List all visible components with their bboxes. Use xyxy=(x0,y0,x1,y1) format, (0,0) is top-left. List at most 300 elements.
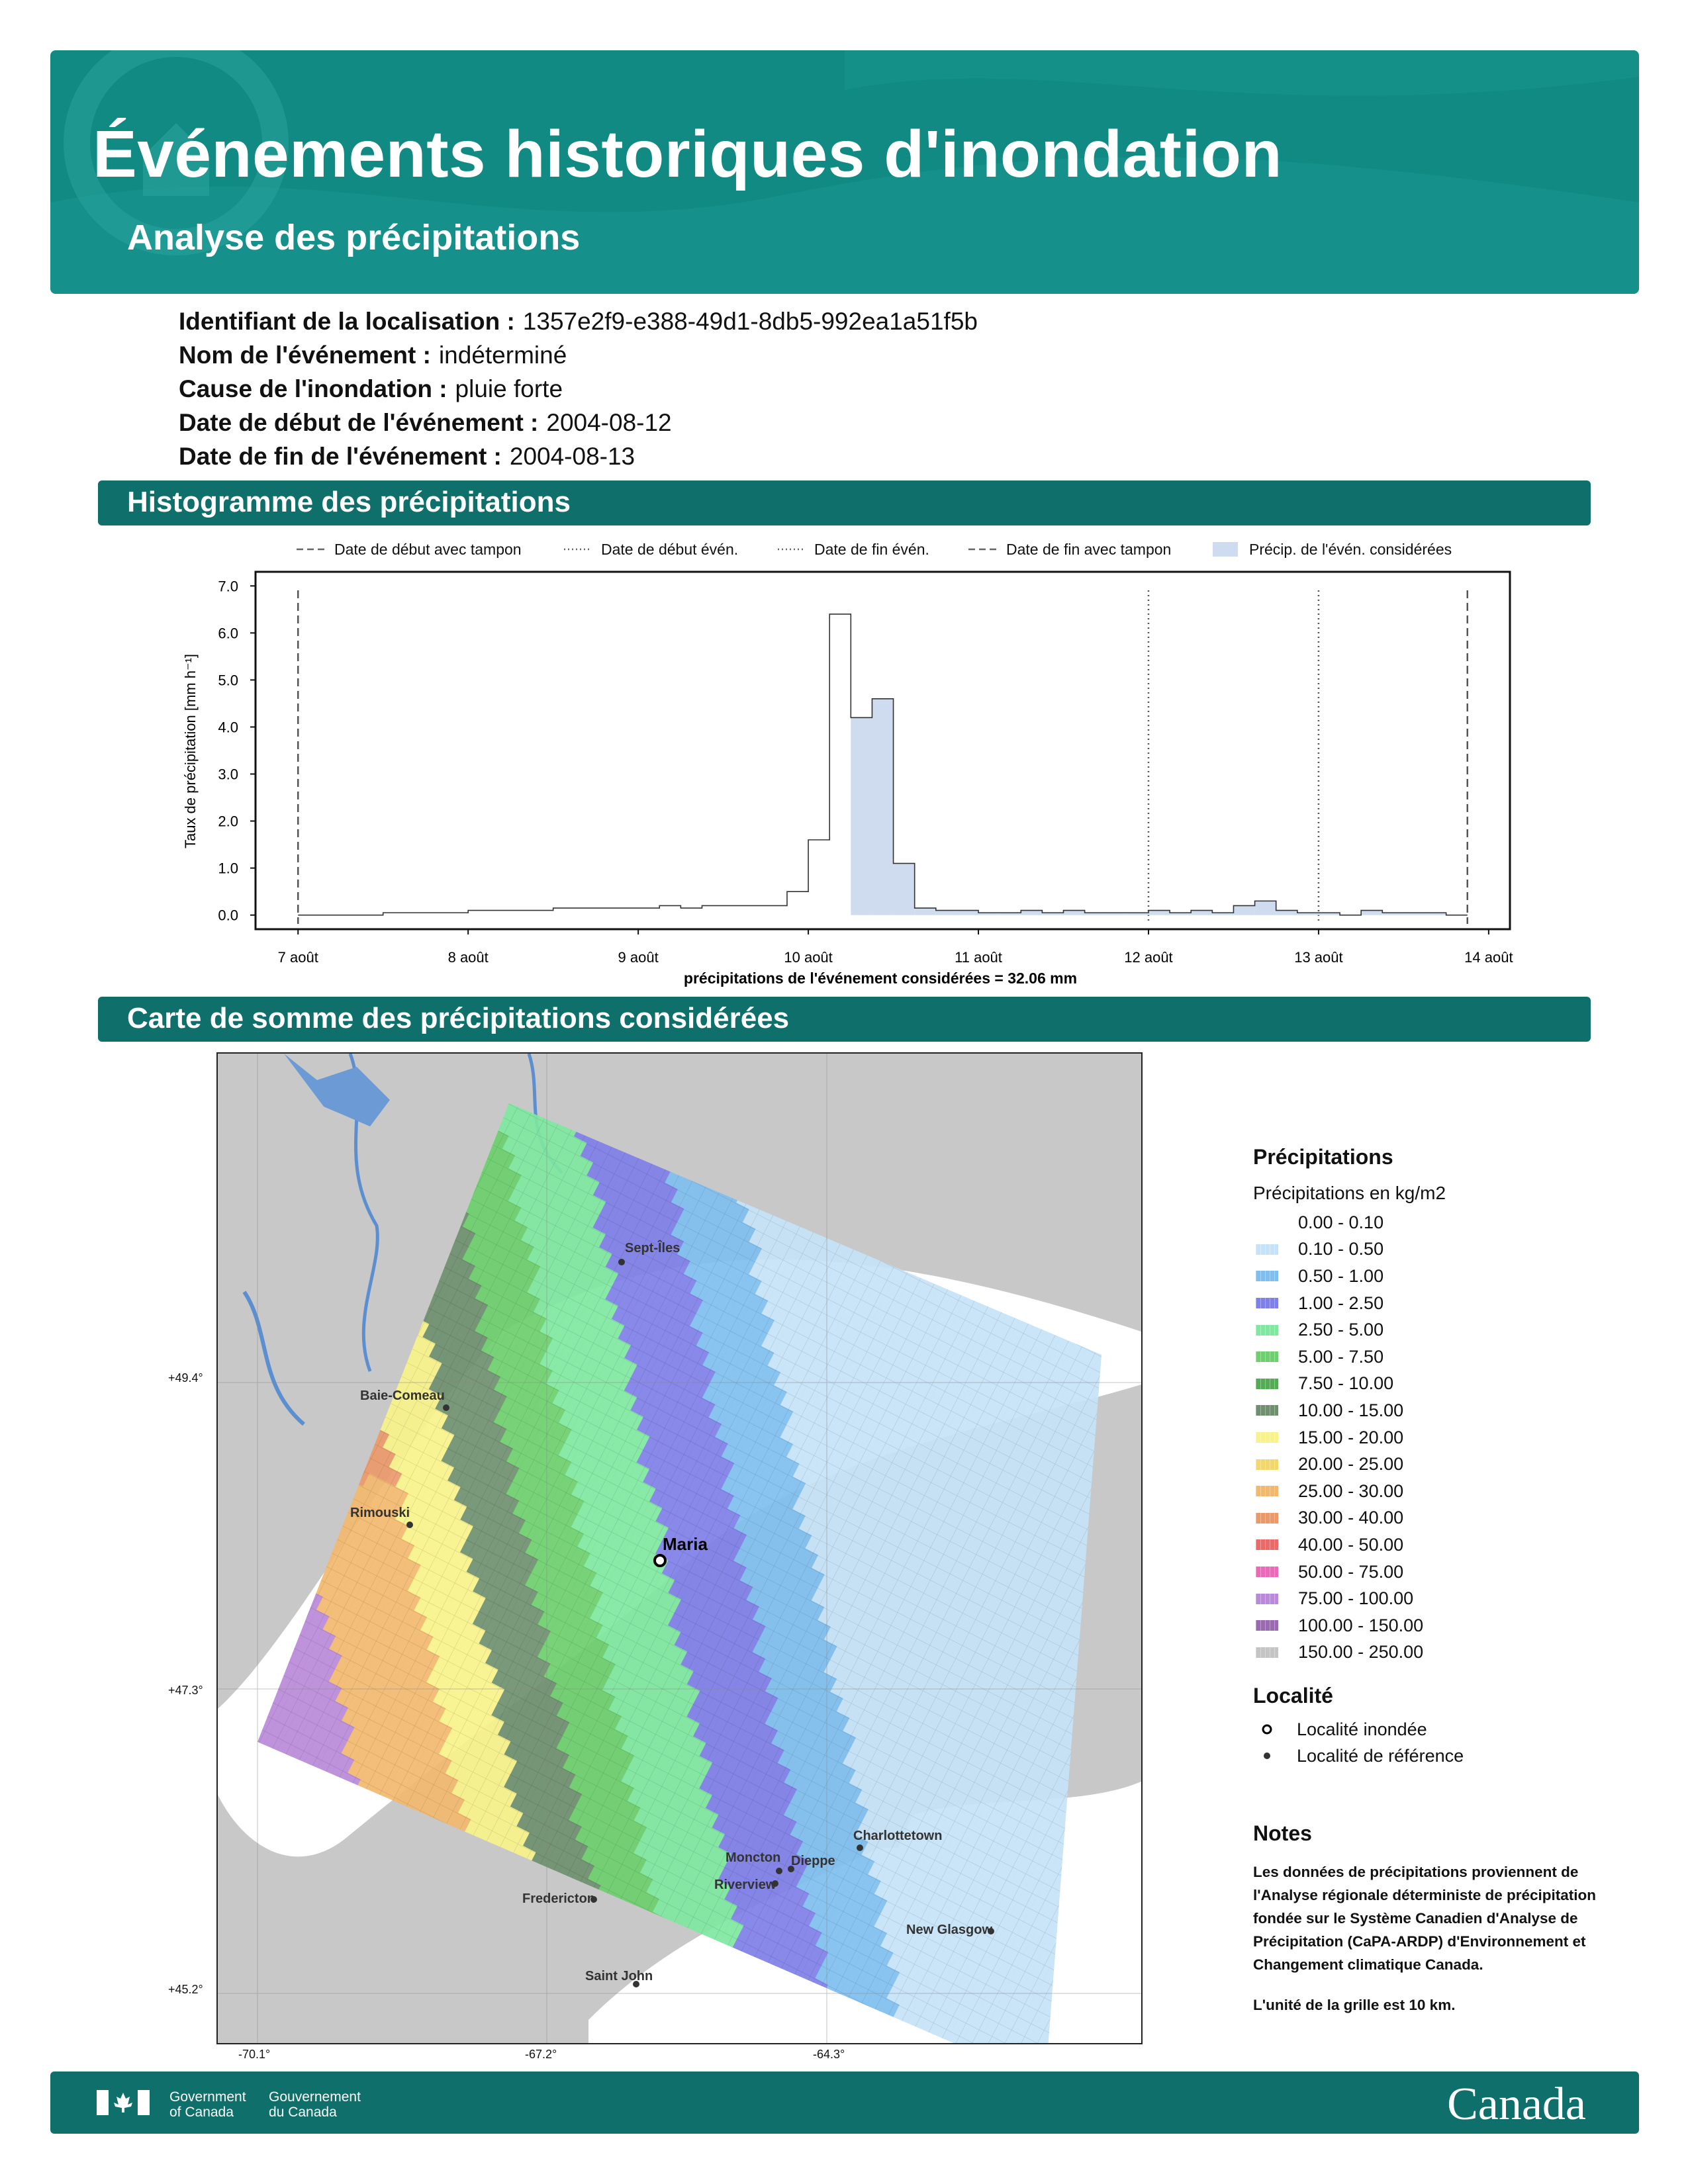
grid-cell xyxy=(218,1850,224,1870)
grid-cell xyxy=(906,1210,925,1230)
grid-cell xyxy=(548,1944,568,1964)
grid-cell xyxy=(431,1083,451,1103)
grid-cell xyxy=(1092,1485,1112,1505)
footer xyxy=(50,2071,1639,2134)
grid-cell xyxy=(261,1929,281,1948)
grid-cell xyxy=(373,1054,393,1058)
legend-item xyxy=(1253,1263,1446,1290)
grid-cell xyxy=(645,1144,665,1163)
grid-cell xyxy=(312,1349,332,1369)
grid-cell xyxy=(503,1872,523,1891)
grid-cell xyxy=(613,1944,633,1964)
grid-cell xyxy=(931,1224,951,1244)
grid-cell xyxy=(353,1942,373,1962)
grid-cell xyxy=(515,1976,535,1996)
grid-cell xyxy=(1103,1720,1123,1740)
grid-cell xyxy=(652,1130,672,1150)
grid-cell xyxy=(305,1362,325,1382)
map-lat-label: +45.2° xyxy=(168,1983,203,1996)
grid-cell xyxy=(892,1204,912,1224)
grid-cell xyxy=(1103,1752,1123,1772)
grid-cell xyxy=(271,1459,291,1479)
grid-cell xyxy=(600,1905,620,1925)
grid-cell xyxy=(399,1884,418,1903)
grid-cell xyxy=(1003,1244,1023,1263)
grid-cell xyxy=(502,1936,522,1956)
grid-cell xyxy=(281,1987,301,2007)
grid-cell xyxy=(463,1982,483,2002)
grid-cell xyxy=(477,1858,497,1878)
grid-cell xyxy=(392,1064,412,1083)
x-tick-label: 7 août xyxy=(277,949,318,966)
grid-cell xyxy=(983,1250,1003,1270)
grid-cell xyxy=(284,1564,304,1584)
grid-cell xyxy=(672,1059,692,1079)
grid-cell xyxy=(239,1459,259,1479)
grid-cell xyxy=(225,1551,245,1570)
grid-cell xyxy=(295,1864,314,1884)
grid-cell xyxy=(1117,1694,1137,1714)
grid-cell xyxy=(320,1942,340,1962)
grid-cell xyxy=(561,1054,581,1071)
grid-cell xyxy=(457,1865,477,1885)
grid-cell xyxy=(242,1870,262,1889)
grid-cell xyxy=(463,1116,483,1136)
grid-cell xyxy=(404,1167,424,1187)
legend-swatch xyxy=(1256,1567,1278,1577)
grid-cell xyxy=(340,1936,359,1956)
grid-cell xyxy=(232,1473,252,1492)
grid-cell xyxy=(345,1285,365,1304)
grid-cell xyxy=(332,1310,352,1330)
grid-cell xyxy=(711,1079,731,1099)
grid-cell xyxy=(1111,1479,1131,1499)
grid-cell xyxy=(373,1903,393,1923)
grid-cell xyxy=(327,1864,347,1884)
grid-cell xyxy=(431,1884,451,1904)
grid-cell xyxy=(218,1902,230,1922)
precipitation-map xyxy=(216,1052,1143,2044)
grid-cell xyxy=(404,1968,424,1988)
grid-cell xyxy=(252,1531,271,1551)
grid-cell xyxy=(886,1184,906,1204)
grid-cell xyxy=(259,1420,279,1440)
grid-cell xyxy=(535,1970,555,1989)
grid-cell xyxy=(235,1948,255,1968)
legend-swatch xyxy=(1256,1405,1278,1416)
grid-cell xyxy=(245,1512,265,1531)
grid-cell xyxy=(425,1832,445,1852)
grid-cell xyxy=(379,1955,399,1975)
info-value: indéterminé xyxy=(438,341,567,369)
grid-cell xyxy=(231,1635,251,1655)
grid-cell xyxy=(1137,1557,1141,1577)
grid-cell xyxy=(398,1981,418,2001)
grid-cell xyxy=(218,1570,219,1590)
grid-cell xyxy=(346,1955,366,1975)
grid-cell xyxy=(287,2007,307,2026)
grid-cell xyxy=(273,1330,293,1349)
grid-cell xyxy=(256,1876,275,1896)
grid-cell xyxy=(320,1909,340,1929)
grid-cell xyxy=(444,1155,463,1175)
grid-cell xyxy=(541,2022,561,2042)
grid-cell xyxy=(951,1217,970,1237)
legend-item xyxy=(1253,1397,1446,1424)
grid-cell xyxy=(372,1135,392,1155)
grid-cell xyxy=(281,1922,301,1942)
grid-cell xyxy=(218,1967,229,1987)
grid-cell xyxy=(581,1078,600,1098)
grid-cell xyxy=(377,1285,397,1304)
grid-cell xyxy=(320,2007,340,2027)
grid-cell xyxy=(288,1909,308,1929)
grid-cell xyxy=(379,1057,399,1077)
grid-cell xyxy=(287,1974,307,1994)
legend-subtitle: Précipitations en kg/m2 xyxy=(1253,1183,1446,1203)
grid-cell xyxy=(423,1226,443,1246)
grid-cell xyxy=(326,1994,346,2014)
grid-cell xyxy=(337,1428,357,1447)
grid-cell xyxy=(397,1213,417,1233)
grid-cell xyxy=(346,1923,366,1942)
grid-cell xyxy=(385,1109,405,1128)
map-legend xyxy=(1253,1145,1446,1666)
grid-cell xyxy=(411,1923,431,1943)
grid-cell xyxy=(246,1414,265,1433)
grid-cell xyxy=(600,1104,620,1124)
grid-cell xyxy=(860,1138,880,1158)
grid-cell xyxy=(547,2009,567,2028)
grid-cell xyxy=(802,1125,821,1145)
grid-cell xyxy=(377,1220,397,1240)
grid-cell xyxy=(470,1904,490,1924)
legend-label: 7.50 - 10.00 xyxy=(1298,1373,1394,1394)
grid-cell xyxy=(1092,1551,1111,1570)
city-label-baie-comeau: Baie-Comeau xyxy=(360,1388,445,1403)
grid-cell xyxy=(330,1473,350,1493)
grid-cell xyxy=(899,1158,919,1178)
grid-cell xyxy=(489,1963,509,1983)
grid-cell xyxy=(482,2041,502,2043)
grid-cell xyxy=(379,1923,399,1942)
grid-cell xyxy=(587,1097,607,1117)
grid-cell xyxy=(229,1961,249,1981)
grid-cell xyxy=(318,1304,338,1324)
grid-cell xyxy=(425,1864,445,1884)
grid-cell xyxy=(964,1191,984,1211)
grid-cell xyxy=(384,1239,404,1259)
grid-cell xyxy=(272,1362,292,1382)
grid-cell xyxy=(437,2034,457,2043)
grid-cell xyxy=(265,1473,285,1492)
grid-cell xyxy=(249,1856,269,1876)
grid-cell xyxy=(431,1054,451,1071)
grid-cell xyxy=(1136,1752,1141,1772)
grid-cell xyxy=(366,1884,386,1903)
grid-cell xyxy=(267,1245,287,1265)
grid-cell xyxy=(418,1054,438,1064)
grid-cell xyxy=(411,1122,431,1142)
grid-cell xyxy=(392,1096,412,1116)
dot-icon xyxy=(1256,1751,1278,1760)
grid-cell xyxy=(1092,1453,1112,1473)
grid-cell xyxy=(1078,1674,1098,1694)
considered-bar xyxy=(936,911,957,915)
grid-cell xyxy=(307,1903,327,1923)
considered-bar xyxy=(1361,911,1382,915)
grid-cell xyxy=(218,1980,222,2000)
grid-cell xyxy=(698,1105,718,1124)
grid-cell xyxy=(931,1159,951,1179)
grid-cell xyxy=(1117,1596,1137,1616)
city-label-riverview: Riverview xyxy=(714,1878,776,1892)
grid-cell xyxy=(938,1210,958,1230)
grid-cell xyxy=(443,1187,463,1207)
grid-cell xyxy=(984,1218,1004,1238)
grid-cell xyxy=(508,1989,528,2009)
grid-cell xyxy=(892,1171,912,1191)
grid-cell xyxy=(1105,1394,1125,1414)
grid-cell xyxy=(561,1983,581,2003)
grid-cell xyxy=(743,1144,763,1164)
grid-cell xyxy=(496,1917,516,1937)
grid-cell xyxy=(227,1322,247,1342)
grid-cell xyxy=(1139,1264,1141,1284)
grid-cell xyxy=(886,1152,906,1171)
grid-cell xyxy=(678,1144,698,1163)
grid-cell xyxy=(502,1054,522,1058)
precipitation-series xyxy=(298,614,1468,915)
grid-cell xyxy=(788,1151,808,1171)
grid-cell xyxy=(970,1179,990,1199)
grid-cell xyxy=(496,1982,516,2002)
grid-cell xyxy=(285,1499,305,1519)
grid-cell xyxy=(299,1343,318,1363)
grid-cell xyxy=(1118,1531,1138,1551)
grid-cell xyxy=(385,1910,405,1930)
grid-cell xyxy=(555,1931,575,1950)
grid-cell xyxy=(280,1219,300,1239)
grid-cell xyxy=(317,1467,337,1486)
map-lon-label: -70.1° xyxy=(238,2048,271,2061)
grid-cell xyxy=(763,1105,782,1125)
considered-bar xyxy=(1255,901,1276,915)
grid-cell xyxy=(305,1330,325,1349)
grid-cell xyxy=(1131,1538,1141,1558)
grid-cell xyxy=(1105,1492,1125,1512)
y-axis-label: Taux de précipitation [mm h⁻¹] xyxy=(182,653,199,849)
grid-cell xyxy=(304,1460,324,1480)
y-tick-label: 6.0 xyxy=(218,625,238,642)
legend-swatch xyxy=(1256,1244,1278,1255)
grid-cell xyxy=(463,2015,483,2034)
grid-cell xyxy=(554,1963,574,1983)
grid-cell xyxy=(951,1250,970,1270)
grid-cell xyxy=(218,1557,226,1576)
grid-cell xyxy=(847,1132,867,1152)
grid-cell xyxy=(769,1190,788,1210)
grid-cell xyxy=(1090,1681,1110,1701)
grid-cell xyxy=(399,1083,418,1103)
grid-cell xyxy=(378,1988,398,2008)
grid-cell xyxy=(1125,1388,1141,1408)
grid-cell xyxy=(567,1970,587,1989)
grid-cell xyxy=(359,1897,379,1917)
grid-cell xyxy=(711,1054,731,1066)
legend-swatch xyxy=(1256,1379,1278,1389)
grid-cell xyxy=(437,2001,457,2021)
grid-cell xyxy=(218,1394,227,1414)
grid-cell xyxy=(607,1925,627,1944)
grid-cell xyxy=(1131,1440,1141,1460)
grid-cell xyxy=(645,1078,665,1098)
gov-text-line: du Canada xyxy=(269,2105,337,2120)
grid-cell xyxy=(613,1111,633,1130)
grid-cell xyxy=(535,1937,555,1957)
grid-cell xyxy=(626,1950,646,1970)
grid-cell xyxy=(1098,1505,1118,1525)
grid-cell xyxy=(340,1838,360,1858)
x-axis-summary-label: précipitations de l'événement considérées = 32.06 mm xyxy=(683,970,1078,987)
grid-cell xyxy=(724,1054,744,1073)
grid-cell xyxy=(332,1212,352,1232)
grid-cell xyxy=(659,1117,679,1137)
considered-bar xyxy=(872,699,893,915)
grid-cell xyxy=(416,1240,436,1259)
legend-label: 0.10 - 0.50 xyxy=(1298,1239,1384,1259)
grid-cell xyxy=(782,1132,802,1152)
grid-cell xyxy=(233,1407,253,1427)
grid-cell xyxy=(508,2021,528,2041)
grid-cell xyxy=(384,1206,404,1226)
grid-cell xyxy=(218,1602,219,1622)
grid-cell xyxy=(470,1936,490,1956)
grid-cell xyxy=(828,1106,848,1126)
grid-cell xyxy=(737,1124,757,1144)
grid-cell xyxy=(847,1230,867,1250)
grid-cell xyxy=(236,1850,256,1870)
grid-cell xyxy=(317,1499,337,1519)
grid-cell xyxy=(867,1191,886,1210)
grid-cell xyxy=(808,1177,827,1197)
grid-cell xyxy=(326,1226,346,1246)
grid-cell xyxy=(224,1648,244,1668)
grid-cell xyxy=(594,1085,614,1105)
legend-label: 15.00 - 20.00 xyxy=(1298,1427,1404,1447)
grid-cell xyxy=(219,1498,239,1518)
grid-cell xyxy=(561,1084,581,1104)
grid-cell xyxy=(483,1943,502,1963)
considered-bar xyxy=(894,864,915,915)
grid-cell xyxy=(218,1674,232,1694)
considered-bar xyxy=(1149,911,1170,915)
grid-cell xyxy=(626,1918,646,1938)
grid-cell xyxy=(286,1304,306,1324)
grid-cell xyxy=(1125,1420,1141,1440)
grid-cell xyxy=(367,1819,387,1839)
grid-cell xyxy=(310,1545,330,1565)
grid-cell xyxy=(626,1085,646,1105)
grid-cell xyxy=(1139,1394,1141,1414)
grid-cell xyxy=(218,1999,229,2019)
grid-cell xyxy=(359,1128,379,1148)
grid-cell xyxy=(1123,1681,1141,1701)
grid-cell xyxy=(418,1910,438,1930)
grid-cell xyxy=(827,1138,847,1158)
grid-cell xyxy=(325,1291,345,1310)
grid-cell xyxy=(606,1124,626,1144)
grid-cell xyxy=(522,1865,542,1885)
grid-cell xyxy=(218,1934,230,1954)
grid-cell xyxy=(469,2034,489,2043)
grid-cell xyxy=(218,1870,230,1889)
grid-cell xyxy=(404,1103,424,1122)
grid-cell xyxy=(248,1954,268,1974)
grid-cell xyxy=(385,1975,404,1995)
gov-text-line: Gouvernement xyxy=(269,2089,361,2105)
grid-cell xyxy=(717,1099,737,1118)
grid-cell xyxy=(411,1089,431,1109)
grid-cell xyxy=(391,1193,410,1213)
grid-cell xyxy=(756,1183,776,1203)
grid-cell xyxy=(1042,1263,1062,1283)
grid-cell xyxy=(265,1440,285,1460)
legend-label: 0.00 - 0.10 xyxy=(1298,1212,1384,1232)
grid-cell xyxy=(222,1909,242,1929)
grid-cell xyxy=(976,1263,996,1283)
grid-cell xyxy=(350,1369,370,1389)
grid-cell xyxy=(393,1832,412,1852)
grid-cell xyxy=(226,1453,246,1473)
grid-cell xyxy=(449,1175,469,1195)
grid-cell xyxy=(633,1104,653,1124)
grid-cell xyxy=(228,1993,248,2013)
grid-cell xyxy=(242,1902,262,1922)
grid-cell xyxy=(990,1270,1009,1290)
grid-cell xyxy=(1107,1297,1127,1316)
grid-cell xyxy=(417,1174,437,1194)
grid-cell xyxy=(444,1858,464,1878)
grid-cell xyxy=(1096,1766,1116,1786)
grid-cell xyxy=(567,1104,587,1124)
grid-cell xyxy=(743,1112,763,1132)
grid-cell xyxy=(449,2040,469,2043)
legend-flooded-locality xyxy=(1253,1716,1464,1743)
grid-cell xyxy=(261,2026,281,2043)
legend-label: 2.50 - 5.00 xyxy=(1298,1320,1384,1340)
grid-cell xyxy=(265,1537,285,1557)
grid-cell xyxy=(457,1930,477,1950)
grid-cell xyxy=(1091,1615,1111,1635)
grid-cell xyxy=(265,1408,285,1428)
grid-cell xyxy=(795,1138,815,1158)
grid-cell xyxy=(267,1981,287,2001)
grid-cell xyxy=(430,2015,450,2034)
grid-cell xyxy=(1105,1557,1125,1577)
grid-cell xyxy=(258,1583,277,1603)
grid-cell xyxy=(626,1117,646,1137)
grid-cell xyxy=(424,1064,444,1083)
grid-cell xyxy=(339,2001,359,2021)
grid-cell xyxy=(594,1950,614,1970)
grid-cell xyxy=(252,1498,271,1518)
grid-cell xyxy=(223,1876,243,1896)
grid-cell xyxy=(834,1191,854,1210)
grid-cell xyxy=(483,1976,502,1995)
grid-cell xyxy=(313,1987,333,2007)
grid-cell xyxy=(1080,1283,1100,1303)
